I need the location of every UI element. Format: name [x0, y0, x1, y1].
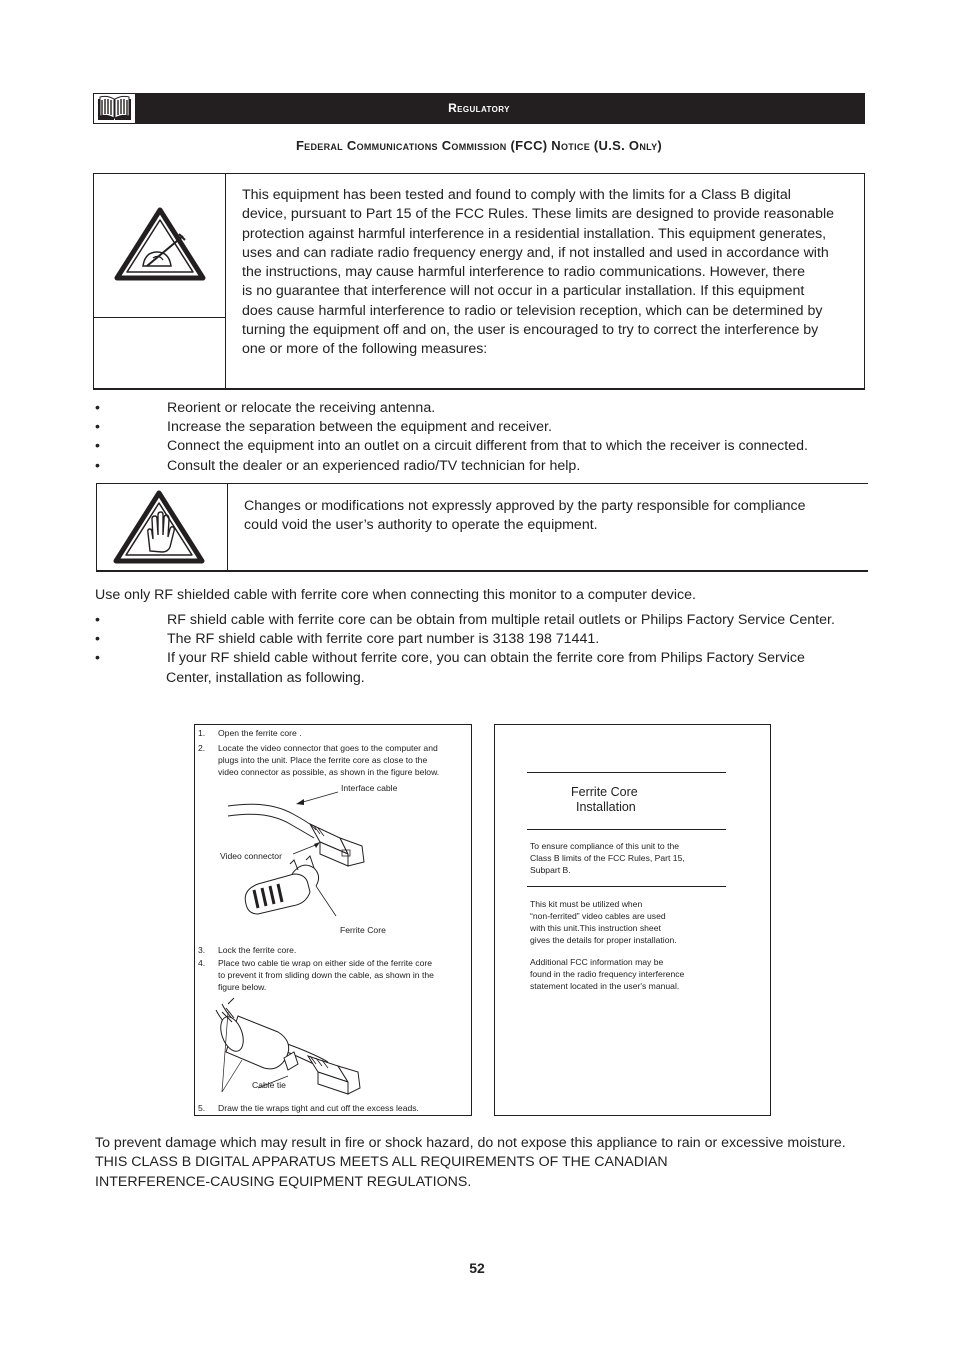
divider — [527, 886, 726, 887]
step-1: 1. Open the ferrite core . — [198, 728, 302, 738]
step-4: 4. Place two cable tie wrap on either side of the ferrite core to prevent it from sliding down the cable, as shown in the figure below. — [198, 958, 434, 992]
step-2: 2. Locate the video connector that goes to the computer and plugs into the unit. Place the ferrite core as close to the video connector as possible, as shown in the figure below. — [198, 743, 440, 777]
safety-statement: To prevent damage which may result in fire or shock hazard, do not expose this appliance to rain or excessive moisture. THIS CLASS B DIGITAL APPARATUS MEETS ALL REQUIREMENTS OF THE CANADIAN INTERFERENCE-CAUSING EQUIPMENT REGULATIONS. — [95, 1135, 846, 1190]
ferrite-core-label: Ferrite Core — [340, 925, 386, 935]
step-5: 5. Draw the tie wraps tight and cut off the excess leads. — [198, 1103, 419, 1113]
notice-line: This equipment has been tested and found to comply with the limits for a Class B digital — [242, 187, 791, 203]
interface-cable-label: Interface cable — [341, 783, 398, 793]
rf-cable-list — [93, 611, 883, 688]
notice-line: protection against harmful interference in a residential installation. This equipment generates, — [242, 225, 827, 242]
fcc-notice-text — [242, 186, 852, 360]
section-title: Regulatory — [448, 101, 510, 115]
notice-line: device, pursuant to Part 15 of the FCC Rules. These limits are designed to provide reasonable — [242, 206, 834, 223]
ferrite-core-figure-2 — [198, 996, 468, 1100]
page-number: 52 — [469, 1260, 485, 1276]
divider — [225, 173, 226, 390]
kit-additional-info-text: Additional FCC information may be found in the radio frequency interference statement located in the user's manual. — [530, 957, 685, 991]
list-item: • Increase the separation between the equipment and receiver. — [95, 419, 552, 436]
warning-text — [244, 497, 854, 536]
kit-compliance-text: To ensure compliance of this unit to the Class B limits of the FCC Rules, Part 15, Subpart B. — [530, 841, 685, 875]
warning-line: Changes or modifications not expressly approved by the party responsible for compliance — [244, 498, 806, 514]
list-item: • Reorient or relocate the receiving antenna. — [95, 400, 436, 416]
kit-usage-text: This kit must be utilized when “non-ferrited” video cables are used with this unit.This instruction sheet gives the details for proper installation. — [530, 899, 677, 945]
list-item: • If your RF shield cable without ferrite core, you can obtain the ferrite core from Philips Factory Service — [95, 650, 805, 667]
list-item-continuation: Center, installation as following. — [166, 669, 365, 686]
list-item: • Connect the equipment into an outlet on a circuit different from that to which the receiver is connected. — [95, 438, 808, 455]
divider — [527, 829, 726, 830]
divider — [93, 317, 225, 318]
caution-pencil-icon — [113, 206, 207, 282]
notice-line: turning the equipment off and on, the user is encouraged to try to correct the interference by — [242, 322, 819, 339]
divider — [227, 483, 228, 572]
notice-line: one or more of the following measures: — [242, 341, 488, 358]
rf-cable-intro: Use only RF shielded cable with ferrite core when connecting this monitor to a computer device. — [95, 587, 696, 603]
divider — [527, 772, 726, 773]
list-item: • The RF shield cable with ferrite core part number is 3138 198 71441. — [95, 631, 600, 648]
video-connector-label: Video connector — [220, 851, 282, 861]
kit-title: Ferrite Core Installation — [571, 785, 638, 814]
list-item: • RF shield cable with ferrite core can be obtain from multiple retail outlets or Philips Factory Service Center. — [95, 612, 835, 628]
measures-list — [93, 399, 873, 476]
notice-line: the instructions, may cause harmful interference to radio communications. However, there — [242, 264, 806, 281]
step-3: 3. Lock the ferrite core. — [198, 945, 297, 955]
notice-line: does cause harmful interference to radio or television reception, which can be determined by — [242, 302, 823, 319]
notice-line: is no guarantee that interference will not occur in a particular installation. If this equipment — [242, 283, 805, 300]
fcc-notice-title: Federal Communications Commission (FCC) Notice (U.S. Only) — [295, 138, 663, 153]
stop-hand-icon — [112, 489, 206, 565]
notice-line: uses and can radiate radio frequency energy and, if not installed and used in accordance with — [242, 244, 829, 261]
warning-line: could void the user’s authority to operate the equipment. — [244, 517, 598, 534]
list-item: • Consult the dealer or an experienced radio/TV technician for help. — [95, 457, 581, 474]
cable-tie-label: Cable tie — [252, 1080, 286, 1090]
